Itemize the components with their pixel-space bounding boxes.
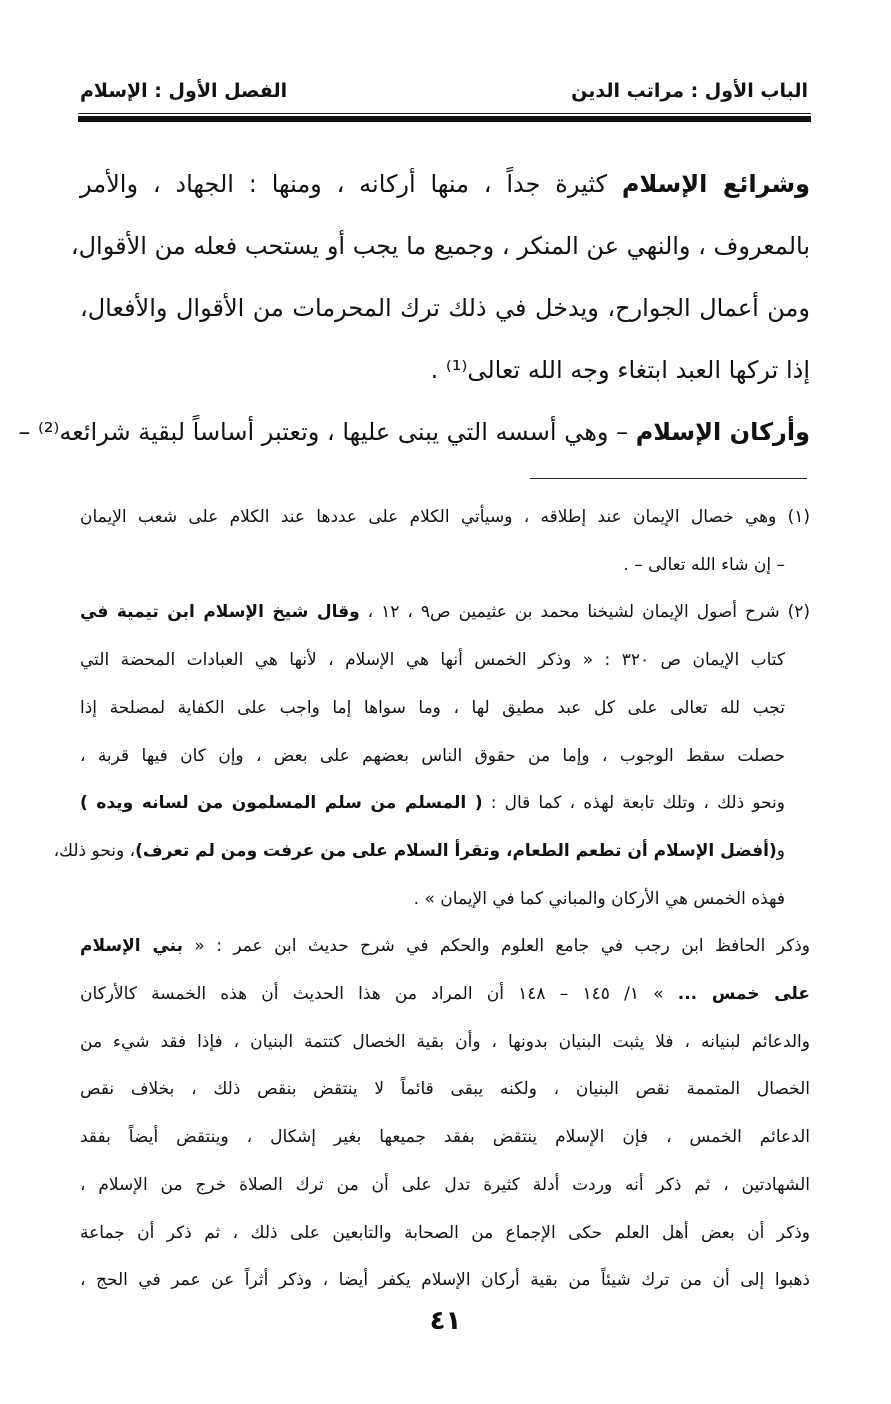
text-run: إذا تركها العبد ابتغاء وجه الله تعالى⁽¹⁾ . <box>430 356 810 384</box>
text-run: فهذه الخمس هي الأركان والمباني كما في الإيمان » . <box>413 888 785 909</box>
paragraph-line <box>70 228 810 264</box>
bold-text: بني الإسلام <box>80 936 184 957</box>
footnote-line <box>80 1266 810 1294</box>
text-run: – وهي أسسه التي يبنى عليها ، وتعتبر أساساً لبقية شرائعه⁽²⁾ – <box>18 418 636 446</box>
footnote-line <box>80 932 810 960</box>
text-run: وذكر أن بعض أهل العلم حكى الإجماع من الصحابة والتابعين على ذلك ، ثم ذكر أن جماعة <box>80 1222 810 1243</box>
bold-text: على خمس ... <box>677 984 810 1004</box>
footnote-line <box>80 742 785 770</box>
text-run: بالمعروف ، والنهي عن المنكر ، وجميع ما يجب أو يستحب فعله من الأقوال، <box>70 232 810 260</box>
text-run: ذهبوا إلى أن من ترك شيئاً من بقية أركان الإسلام يكفر أيضا ، وذكر أثراً عن عمر في الحج ، <box>80 1270 810 1291</box>
text-run: ومن أعمال الجوارح، ويدخل في ذلك ترك المحرمات من الأقوال والأفعال، <box>80 294 810 322</box>
paragraph-line <box>80 352 810 388</box>
header-rule-thin <box>78 113 811 114</box>
text-run: » ١/ ١٤٥ – ١٤٨ أن المراد من هذا الحديث أن هذه الخمسة كالأركان <box>80 984 678 1004</box>
bold-text: وقال شيخ الإسلام ابن تيمية في <box>80 602 360 623</box>
text-run: الخصال المتممة نقص البنيان ، ولكنه يبقى قائماً لا ينتقض بنقص ذلك ، بخلاف نقص <box>80 1079 810 1100</box>
page-number: ٤١ <box>429 1306 462 1336</box>
text-run: والدعائم لبنيانه ، فلا يثبت البنيان بدونها ، وأن بقية الخصال كتتمة البنيان ، فإذا فقد شيء من <box>80 1031 810 1052</box>
text-run: (٢) شرح أصول الإيمان لشيخنا محمد بن عثيمين ص٩ ، ١٢ ، <box>359 602 811 623</box>
footnote-line <box>80 1028 810 1056</box>
footnote-line <box>80 1075 810 1103</box>
running-header-section: الفصل الأول : الإسلام <box>80 80 288 102</box>
bold-text: ( المسلم من سلم المسلمون من لسانه ويده ) <box>80 793 483 814</box>
paragraph-line <box>80 290 810 326</box>
footnote-line <box>53 837 785 865</box>
footnote-line <box>80 598 810 626</box>
paragraph-line <box>18 414 810 450</box>
text-run: كتاب الإيمان ص ٣٢٠ : « وذكر الخمس أنها هي الإسلام ، لأنها هي العبادات المحضة التي <box>80 650 785 671</box>
text-run: – إن شاء الله تعالى – . <box>623 554 785 575</box>
footnote-line <box>80 885 785 913</box>
text-run: و <box>776 840 785 861</box>
text-run: تجب لله تعالى على كل عبد مطيق لها ، وما سواها إما واجب على الكفاية لمصلحة إذا <box>80 697 785 718</box>
footnote-line <box>80 1171 810 1199</box>
header-rule-thick <box>78 116 811 122</box>
footnote-line <box>80 1219 810 1247</box>
text-run: حصلت سقط الوجوب ، وإما من حقوق الناس بعضهم على بعض ، وإن كان فيها قربة ، <box>80 745 785 766</box>
footnote-line <box>80 694 785 722</box>
bold-text: وشرائع الإسلام <box>621 170 811 198</box>
footnote-line <box>80 646 785 674</box>
bold-text: (أفضل الإسلام أن تطعم الطعام، وتقرأ السلام على من عرفت ومن لم تعرف) <box>135 840 777 861</box>
text-run: وذكر الحافظ ابن رجب في جامع العلوم والحكم في شرح حديث ابن عمر : « <box>183 936 810 957</box>
text-run: الشهادتين ، ثم ذكر أنه وردت أدلة كثيرة تدل على أن من ترك الصلاة خرج من الإسلام ، <box>80 1174 810 1195</box>
text-run: الدعائم الخمس ، فإن الإسلام ينتقض بفقد جميعها بغير إشكال ، وينتقض أيضاً بفقد <box>80 1127 810 1148</box>
running-header-chapter: الباب الأول : مراتب الدين <box>571 80 808 102</box>
text-run: ، ونحو ذلك، <box>53 840 136 861</box>
footnote-line <box>80 1123 810 1151</box>
footnote-line <box>80 980 810 1008</box>
bold-text: وأركان الإسلام <box>635 418 810 446</box>
footnote-line <box>80 551 785 579</box>
footnote-separator <box>530 478 807 479</box>
text-run: ونحو ذلك ، وتلك تابعة لهذه ، كما قال : <box>482 793 785 814</box>
footnote-line <box>80 503 810 531</box>
text-run: كثيرة جداً ، منها أركانه ، ومنها : الجهاد ، والأمر <box>80 170 622 198</box>
text-run: (١) وهي خصال الإيمان عند إطلاقه ، وسيأتي الكلام على عددها عند الكلام على شعب الإيمان <box>80 507 810 527</box>
footnote-line <box>80 789 785 817</box>
paragraph-line <box>80 166 810 202</box>
